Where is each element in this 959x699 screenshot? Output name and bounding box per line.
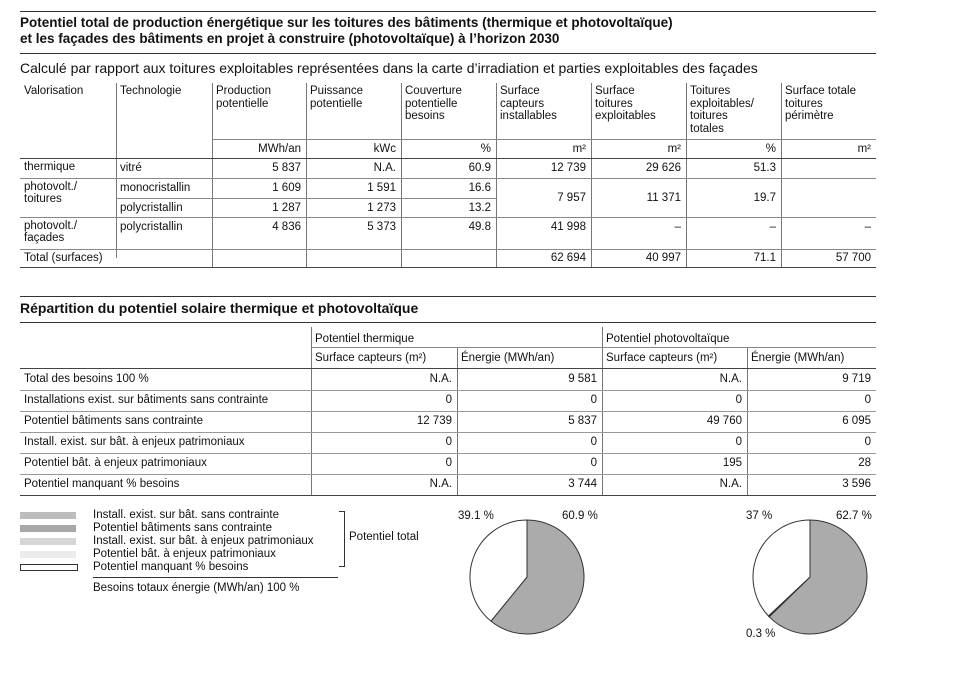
pie2-label-right: 62.7 % (836, 510, 872, 522)
table1-unit: m² (667, 143, 681, 155)
legend-swatch (20, 564, 78, 571)
table2-cell: 0 (864, 394, 871, 406)
table2-cell: 0 (445, 457, 452, 469)
table2-row-rule (20, 411, 876, 412)
table1-header-rule (20, 158, 876, 159)
table1-cell: N.A. (373, 162, 396, 174)
table1-valorisation: photovolt./ toitures (24, 181, 78, 205)
legend-footer-rule (93, 577, 338, 578)
table2-group-thermique: Potentiel thermique (315, 333, 415, 345)
table2-row-label: Potentiel manquant % besoins (24, 478, 180, 490)
table2-row-rule (20, 390, 876, 391)
table1-unit: m² (857, 143, 871, 155)
table1-cell: 49.8 (468, 221, 491, 233)
top-rule (20, 11, 876, 12)
table1-technologie: monocristallin (120, 182, 191, 194)
table1-valorisation: thermique (24, 161, 76, 173)
table2-cell: 0 (735, 436, 742, 448)
table2-row-rule (20, 432, 876, 433)
table2-col-header: Énergie (MWh/an) (751, 352, 845, 364)
legend-swatch (20, 538, 76, 545)
table1-cell: 41 998 (550, 221, 586, 233)
table2-cell: 49 760 (706, 415, 742, 427)
title-rule (20, 53, 876, 54)
table1-unit: % (480, 143, 491, 155)
table2-cell: 5 837 (568, 415, 597, 427)
legend-footer: Besoins totaux énergie (MWh/an) 100 % (93, 582, 300, 594)
table1-header: Technologie (120, 85, 182, 97)
table2-col-header: Surface capteurs (m²) (315, 352, 427, 364)
table1-cell: 19.7 (753, 192, 776, 204)
table1-header: Valorisation (24, 85, 84, 97)
table1-header: Couverture potentielle besoins (405, 85, 462, 122)
table1-cell: 13.2 (468, 202, 491, 214)
table1-col-divider (591, 83, 592, 267)
table1-valorisation: photovolt./ façades (24, 220, 78, 244)
page-title-line1: Potentiel total de production énergétique sur les toitures des bâtiments (thermique et photovoltaïque) (20, 15, 673, 30)
table1-cell: – (674, 221, 681, 233)
section2-rule-bottom (20, 322, 876, 323)
table1-cell: 1 591 (367, 182, 396, 194)
table1-cell: 11 371 (646, 192, 681, 204)
table2-group-pv: Potentiel photovoltaïque (606, 333, 730, 345)
table2-cell: 0 (590, 436, 597, 448)
table2-cell: N.A. (719, 478, 742, 490)
table2-cell: 0 (590, 394, 597, 406)
table1-col-divider (306, 83, 307, 267)
table2-row-label: Potentiel bât. à enjeux patrimoniaux (24, 457, 207, 469)
pie-chart-photovoltaique (751, 518, 869, 636)
legend-swatch (20, 512, 76, 519)
table2-cell: 28 (858, 457, 871, 469)
pie1-label-left: 39.1 % (458, 510, 494, 522)
table1-cell: 51.3 (753, 162, 776, 174)
table2-cell: 0 (864, 436, 871, 448)
table2-cell: 0 (735, 394, 742, 406)
table1-header: Production potentielle (216, 85, 271, 110)
pie2-label-bottom: 0.3 % (746, 628, 776, 640)
table2-row-rule (20, 495, 876, 496)
table1-technologie: polycristallin (120, 221, 183, 233)
table1-cell: 29 626 (645, 162, 681, 174)
table1-cell: 1 287 (272, 202, 301, 214)
table1-total-cell: 62 694 (550, 252, 586, 264)
table1-header: Surface toitures exploitables (595, 85, 656, 122)
table1-row-rule (116, 198, 496, 199)
table1-cell: 1 273 (367, 202, 396, 214)
legend-swatch (20, 551, 76, 558)
table2-cell: 9 581 (568, 373, 597, 385)
pie1-label-right: 60.9 % (562, 510, 598, 522)
table1-unit: % (765, 143, 776, 155)
table2-cell: 0 (445, 394, 452, 406)
table1-row-rule (20, 217, 876, 218)
pie-chart-thermique (468, 518, 586, 636)
table1-header: Surface capteurs installables (500, 85, 557, 122)
table1-header: Toitures exploitables/ toitures totales (690, 85, 754, 135)
table2-row-rule (20, 453, 876, 454)
table1-cell: 60.9 (468, 162, 491, 174)
table2-cell: 195 (722, 457, 742, 469)
table1-units-rule (212, 139, 876, 140)
table1-cell: 5 373 (367, 221, 396, 233)
section2-rule (20, 296, 876, 297)
table1-technologie: polycristallin (120, 202, 183, 214)
table2-group-rule (311, 347, 876, 348)
table1-total-label: Total (surfaces) (24, 252, 103, 264)
table1-cell: 7 957 (557, 192, 586, 204)
table1-technologie: vitré (120, 162, 142, 174)
table1-col-divider (496, 83, 497, 267)
legend-item-label: Potentiel manquant % besoins (93, 561, 249, 573)
table1-cell: – (769, 221, 776, 233)
legend-item-label: Install. exist. sur bât. sans contrainte (93, 509, 280, 521)
table1-total-cell: 71.1 (753, 252, 776, 264)
legend-item-label: Potentiel bâtiments sans contrainte (93, 522, 272, 534)
table1-total-cell: 57 700 (835, 252, 871, 264)
legend-bracket-label: Potentiel total (349, 531, 419, 543)
table1-unit: kWc (373, 143, 396, 155)
table2-row-label: Install. exist. sur bât. à enjeux patrimoniaux (24, 436, 245, 448)
table1-col-divider (686, 83, 687, 267)
table2-row-label: Potentiel bâtiments sans contrainte (24, 415, 203, 427)
legend-bracket (339, 511, 345, 567)
table1-col-divider (401, 83, 402, 267)
table2-cell: 6 095 (842, 415, 871, 427)
table1-unit: MWh/an (258, 143, 301, 155)
table2-cell: 12 739 (416, 415, 452, 427)
table1-col-divider (781, 83, 782, 267)
table2-col-header: Énergie (MWh/an) (461, 352, 555, 364)
table1-unit: m² (572, 143, 586, 155)
table1-cell: 1 609 (272, 182, 301, 194)
table1-cell: 16.6 (468, 182, 491, 194)
table1-bottom-rule (20, 267, 876, 268)
table1-cell: 4 836 (272, 221, 301, 233)
table2-header-rule (20, 368, 876, 369)
table1-total-cell: 40 997 (645, 252, 681, 264)
table2-row-label: Total des besoins 100 % (24, 373, 149, 385)
pie2-label-left: 37 % (746, 510, 773, 522)
table2-cell: 0 (590, 457, 597, 469)
table2-cell: N.A. (429, 373, 452, 385)
table2-cell: 3 744 (568, 478, 597, 490)
table1-cell: 12 739 (550, 162, 586, 174)
table2-row-rule (20, 474, 876, 475)
table1-header: Surface totale toitures périmètre (785, 85, 856, 122)
table2-cell: 3 596 (842, 478, 871, 490)
table1-row-rule (20, 249, 876, 250)
table2-cell: N.A. (429, 478, 452, 490)
table2-col-header: Surface capteurs (m²) (606, 352, 718, 364)
table2-cell: 0 (445, 436, 452, 448)
table1-cell: – (864, 221, 871, 233)
table2-cell: 9 719 (842, 373, 871, 385)
subtitle: Calculé par rapport aux toitures exploitables représentées dans la carte d’irradiation et parties exploitables des façades (20, 60, 758, 76)
legend-swatch (20, 525, 76, 532)
table2-row-label: Installations exist. sur bâtiments sans contrainte (24, 394, 269, 406)
table1-row-rule (20, 178, 876, 179)
section2-title: Répartition du potentiel solaire thermique et photovoltaïque (20, 300, 419, 316)
table1-col-divider (116, 83, 117, 258)
table1-header: Puissance potentielle (310, 85, 364, 110)
legend-item-label: Potentiel bât. à enjeux patrimoniaux (93, 548, 276, 560)
table2-cell: N.A. (719, 373, 742, 385)
table1-cell: 5 837 (272, 162, 301, 174)
page-title-line2: et les façades des bâtiments en projet à construire (photovoltaïque) à l’horizon 2030 (20, 31, 560, 46)
table1-col-divider (212, 83, 213, 267)
legend-item-label: Install. exist. sur bât. à enjeux patrimoniaux (93, 535, 314, 547)
